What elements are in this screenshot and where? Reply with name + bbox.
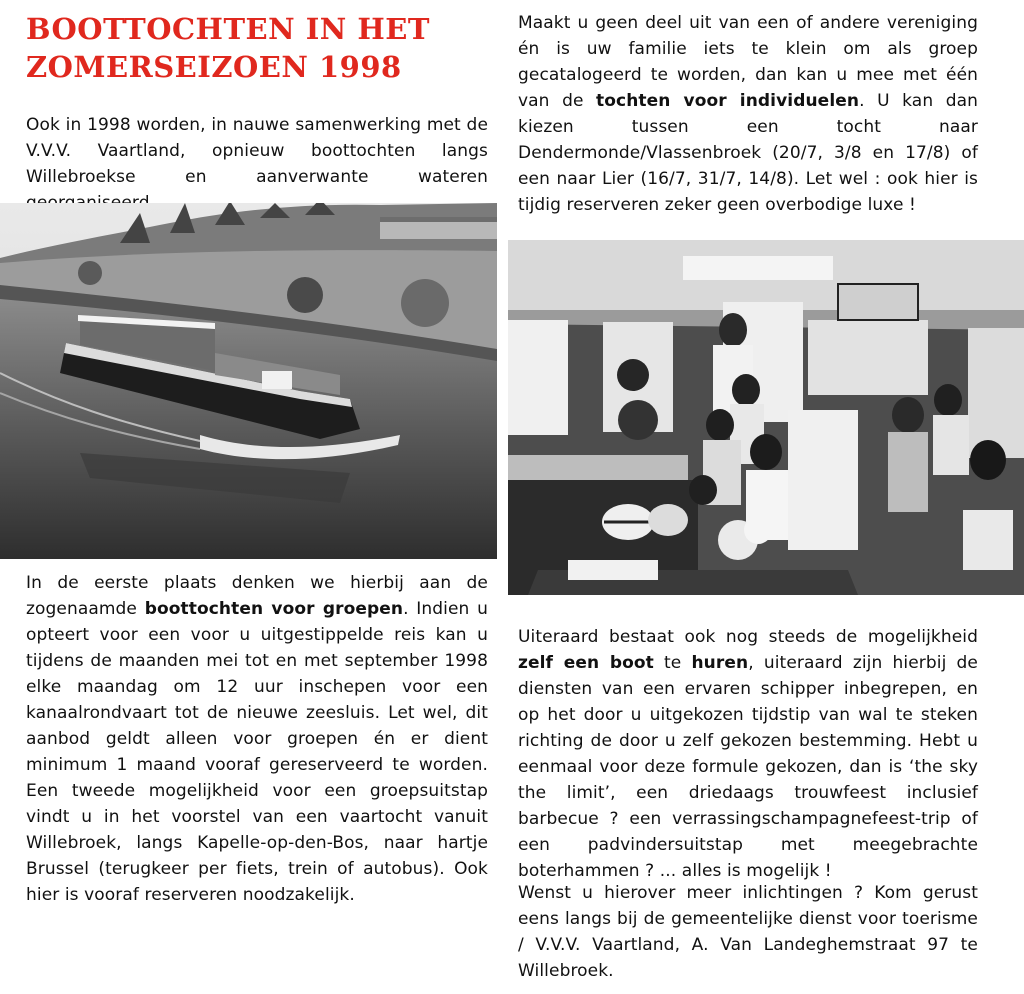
individuals-bold: tochten voor individuelen	[596, 91, 860, 111]
individuals-text-post: . U kan dan kiezen tussen een tocht naar Dendermonde/Vlassenbroek (20/7, 3/8 en 17/8) of een naar Lier (16/7, 31/7, 14/8). Let wel : ook hier is tijdig reserveren zeker geen overbodige luxe !	[518, 91, 978, 215]
individuals-text-pre: Maakt u geen deel uit van een of andere vereniging én is uw familie iets te klein om als groep gecatalogeerd te worden, dan kan u mee met één van de	[518, 13, 978, 111]
boat-on-canal-photo	[0, 203, 497, 559]
title-line-1: BOOTTOCHTEN IN HET	[26, 12, 430, 46]
groups-text-pre: In de eerste plaats denken we hierbij aan de zogenaamde	[26, 573, 488, 619]
groups-text-post: . Indien u opteert voor een voor u uitgestippelde reis kan u tijdens de maanden mei tot en met september 1998 elke maandag om 12 uur inschepen voor een kanaalrondvaart tot de nieuwe zeesluis. Let wel, dit aanbod geldt alleen voor groepen én er dient minimum 1 maand vooraf gereserveerd te worden. Een tweede mogelijkheid voor een groepsuitstap vindt u in het voorstel van een vaartocht vanuit Willebroek, langs Kapelle-op-den-Bos, naar hartje Brussel (terugkeer per fiets, trein of autobus). Ook hier is vooraf reserveren noodzakelijk.	[26, 599, 488, 905]
contact-paragraph: Wenst u hierover meer inlichtingen ? Kom gerust eens langs bij de gemeentelijke dienst voor toerisme / V.V.V. Vaartland, A. Van Landeghemstraat 97 te Willebroek.	[518, 883, 978, 981]
rent-bold-1: zelf een boot	[518, 653, 654, 673]
intro-paragraph: Ook in 1998 worden, in nauwe samenwerking met de V.V.V. Vaartland, opnieuw boottochten langs Willebroekse en aanverwante wateren	[26, 115, 488, 187]
title-line-2: ZOMERSEIZOEN 1998	[26, 50, 402, 84]
rent-text-mid: te	[653, 653, 692, 673]
rent-text-post: , uiteraard zijn hierbij de diensten van een ervaren schipper inbegrepen, en op het door u uitgekozen tijdstip van wal te steken richting de door u zelf gekozen bestemming. Hebt u eenmaal voor deze formule gekozen, dan is ‘the sky the limit’, een driedaags trouwfeest inclusief barbecue ? een verrassingschampagnefeest-trip of een padvindersuitstap met meegebrachte boterhammen ? ... alles is mogelijk !	[518, 653, 978, 881]
rent-text-pre: Uiteraard bestaat ook nog steeds de mogelijkheid	[518, 627, 978, 647]
individuals-paragraph	[518, 10, 978, 218]
boat-interior-photo	[508, 240, 1024, 595]
rent-bold-2: huren	[691, 653, 749, 673]
groups-paragraph	[26, 570, 488, 908]
rent-paragraph	[518, 624, 978, 884]
article-title	[26, 10, 486, 86]
groups-bold: boottochten voor groepen	[144, 599, 404, 619]
